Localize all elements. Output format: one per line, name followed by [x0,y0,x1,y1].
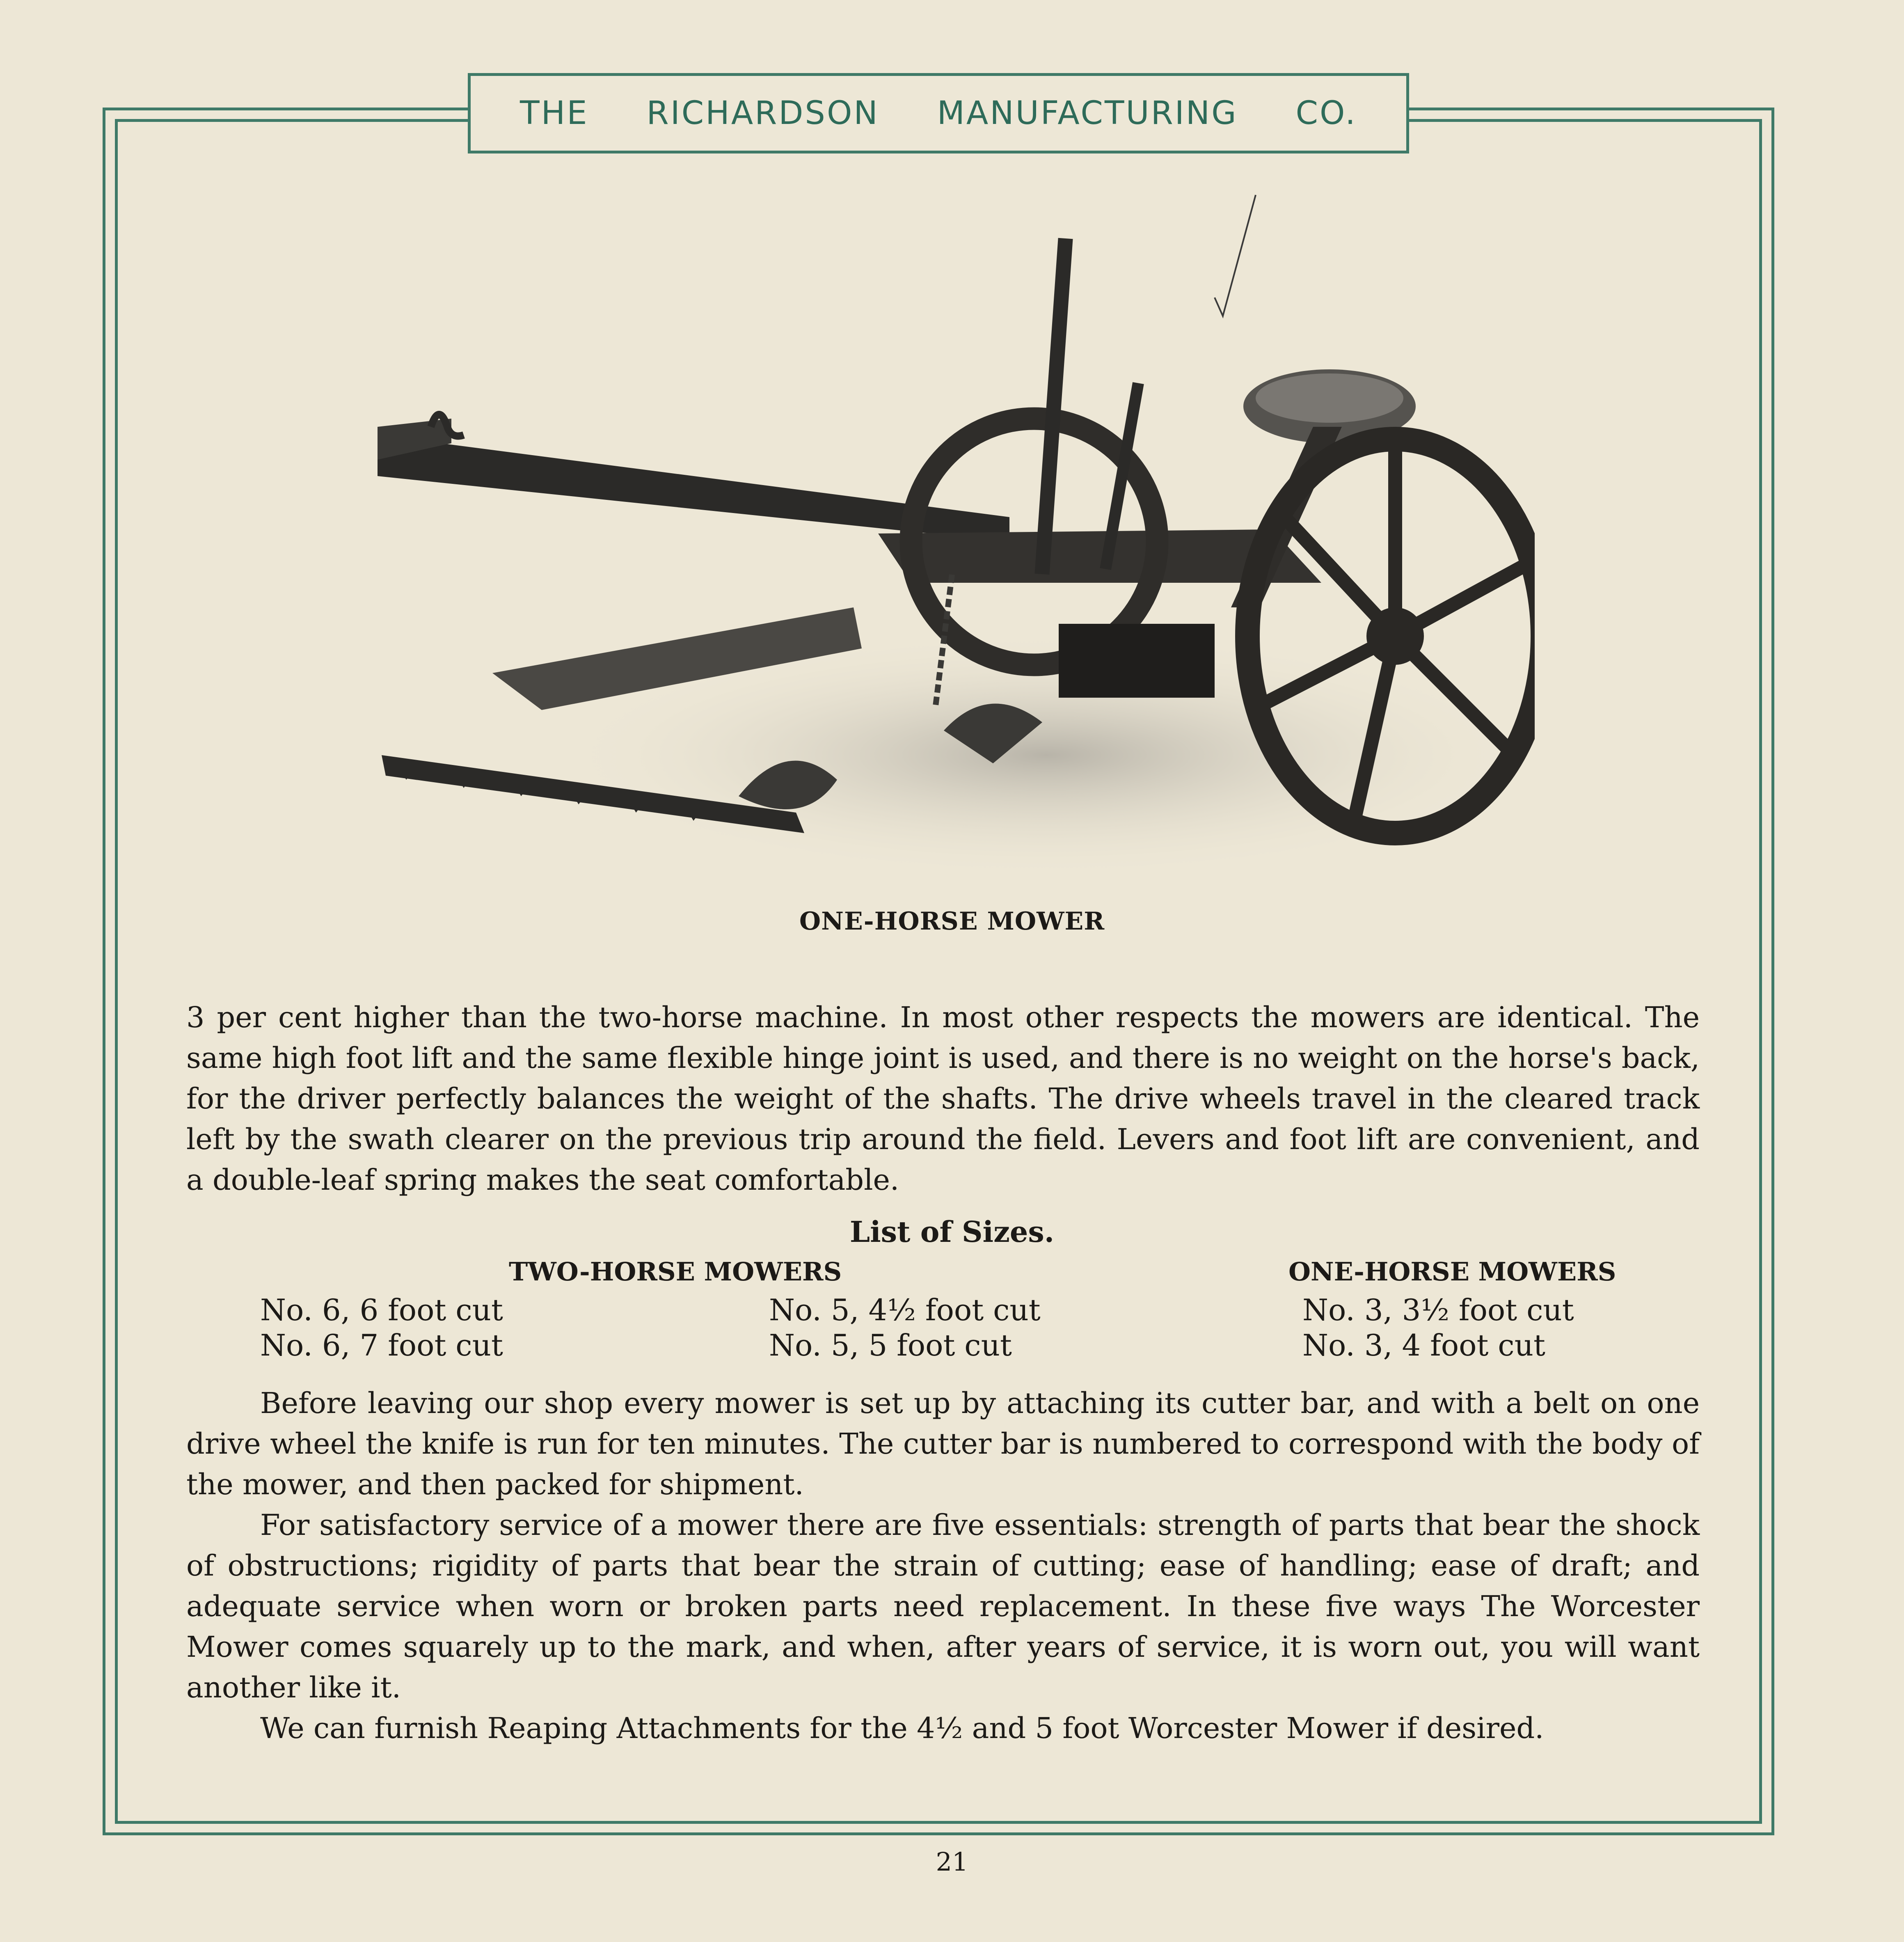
size-entry: No. 6, 6 foot cut [260,1293,503,1327]
paragraph: For satisfactory service of a mower there are five essentials: strength of parts that bear the shock of obstructions; rigidity of parts that bear the strain of cutting; ease of handling; ease of draft; and adequate service when worn or broken parts need replacement. In these five ways The Worcester Mower comes squarely up to the mark, and when, after years of service, it is worn out, you will want another like it. [186,1508,1700,1704]
intro-text: 3 per cent higher than the two-horse machine. In most other respects the mowers are identical. The same high foot lift and the same flexible hinge joint is used, and there is no weight on the horse's back, for the driver perfectly balances the weight of the shafts. The drive wheels travel in the cleared track left by the swath clearer on the previous trip around the field. Levers and foot lift are convenient, and a double-leaf spring makes the seat comfortable. [186,1001,1700,1197]
mower-illustration [369,213,1535,919]
header-word: THE [520,95,589,132]
size-entry: No. 3, 4 foot cut [1302,1328,1545,1363]
header-word: CO. [1295,95,1357,132]
header-word: MANUFACTURING [937,95,1238,132]
size-entry: No. 6, 7 foot cut [260,1328,503,1363]
intro-paragraph [186,997,1700,1200]
header-word: RICHARDSON [646,95,879,132]
company-header [468,73,1409,153]
size-entry: No. 5, 4½ foot cut [769,1293,1041,1327]
sizes-title: List of Sizes. [849,1215,1055,1249]
figure-caption: ONE-HORSE MOWER [799,907,1105,936]
one-horse-heading: ONE-HORSE MOWERS [1288,1257,1616,1287]
body-paragraphs [186,1383,1700,1749]
size-entry: No. 3, 3½ foot cut [1302,1293,1574,1327]
paragraph: We can furnish Reaping Attachments for the 4½ and 5 foot Worcester Mower if desired. [260,1711,1544,1745]
page-number: 21 [936,1847,968,1877]
two-horse-heading: TWO-HORSE MOWERS [509,1257,842,1287]
size-entry: No. 5, 5 foot cut [769,1328,1012,1363]
paragraph: Before leaving our shop every mower is set up by attaching its cutter bar, and with a belt on one drive wheel the knife is run for ten minutes. The cutter bar is numbered to correspond with the body of the mower, and then packed for shipment. [186,1386,1700,1501]
